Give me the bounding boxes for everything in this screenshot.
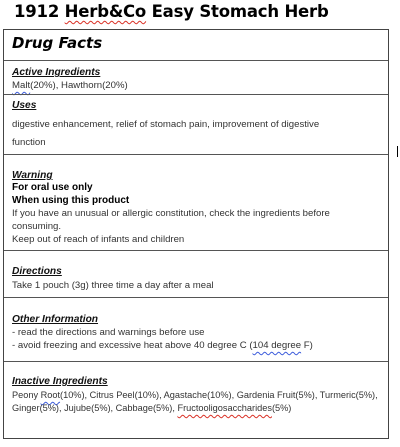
inactive-l2-a: Ginger(5%), Jujube(5%), Cabbage(5%),	[12, 403, 178, 413]
warning-line-3: Keep out of reach of infants and children	[12, 234, 185, 245]
warning-oral-use: For oral use only	[12, 182, 93, 193]
active-malt: Malt	[12, 80, 31, 91]
warning-section	[4, 154, 388, 250]
other-line-1: - read the directions and warnings before use	[12, 327, 205, 338]
inactive-line-2	[12, 403, 291, 413]
title-part: 1912 Herb&Co Easy Stomach Herb	[14, 2, 329, 21]
active-ingredients-header: Active Ingredients	[12, 67, 101, 78]
inactive-ingredients-section	[4, 361, 388, 440]
inactive-l2-b: Fructooligosaccharides	[177, 403, 272, 413]
inactive-ingredients-header: Inactive Ingredients	[12, 376, 108, 387]
uses-section	[4, 94, 388, 154]
product-title	[14, 2, 329, 21]
directions-line-1: Take 1 pouch (3g) three time a day after a meal	[12, 280, 214, 291]
drug-facts-panel	[3, 29, 389, 439]
warning-line-2: consuming.	[12, 221, 62, 232]
inactive-line-1	[12, 390, 378, 400]
inactive-l1-b: Root	[40, 390, 61, 400]
other-line-2-b: 104 degree	[252, 340, 302, 351]
inactive-l1-c: (10%), Citrus Peel(10%), Agastache(10%), Gardenia Fruit(5%), Turmeric(5%),	[60, 390, 378, 400]
other-line-2-a: - avoid freezing and excessive heat above 40 degree C (	[12, 340, 253, 351]
active-rest: (20%), Hawthorn(20%)	[30, 80, 128, 91]
other-line-2	[12, 340, 313, 351]
drug-facts-heading: Drug Facts	[12, 34, 103, 52]
text-cursor	[397, 146, 398, 157]
other-information-section	[4, 297, 388, 361]
active-ingredients-text	[12, 80, 128, 91]
active-ingredients-section	[4, 60, 388, 94]
uses-header: Uses	[12, 100, 37, 111]
warning-line-1: If you have an unusual or allergic constitution, check the ingredients before	[12, 208, 330, 219]
directions-section	[4, 250, 388, 297]
other-line-2-c: F)	[301, 340, 313, 351]
inactive-l2-c: (5%)	[271, 403, 292, 413]
uses-line-1: digestive enhancement, relief of stomach pain, improvement of digestive	[12, 119, 320, 130]
warning-header: Warning	[12, 170, 53, 181]
warning-when-using: When using this product	[12, 195, 130, 206]
inactive-l1-a: Peony	[12, 390, 41, 400]
uses-line-2: function	[12, 137, 46, 148]
directions-header: Directions	[12, 266, 62, 277]
other-information-header: Other Information	[12, 314, 99, 325]
title-brand: Herb&Co	[64, 2, 147, 21]
